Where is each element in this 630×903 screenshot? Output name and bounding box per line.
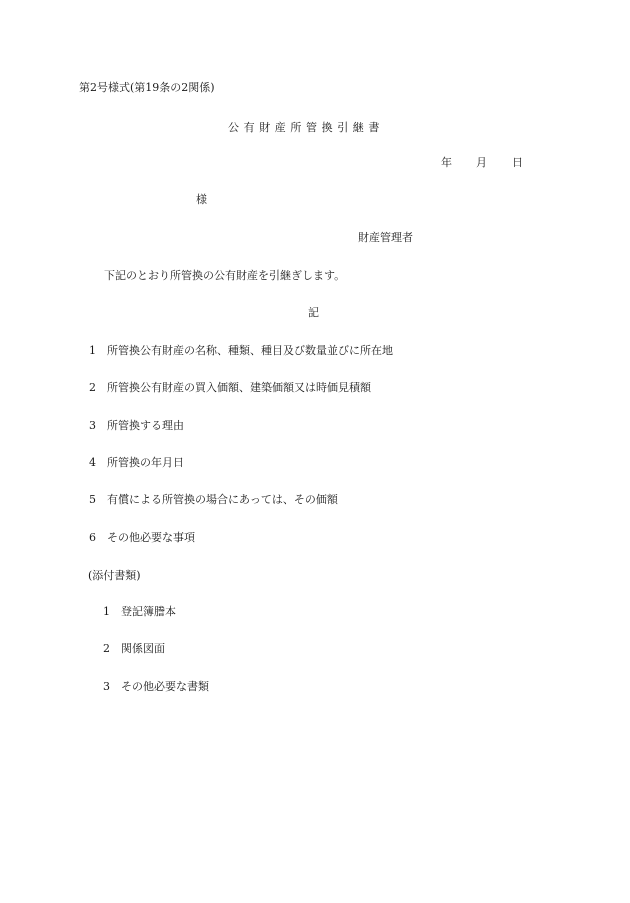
- attachment-number: 1: [103, 605, 110, 618]
- attachment-item: [103, 643, 165, 654]
- item-number: 6: [89, 531, 96, 544]
- ki-heading: 記: [308, 306, 319, 319]
- document-title: 公有財産所管換引継書: [228, 121, 384, 134]
- date-day-label: 日: [512, 156, 523, 169]
- attachment-text: 登記簿謄本: [121, 605, 176, 618]
- list-item: [89, 382, 371, 393]
- attachment-item: [103, 606, 176, 617]
- intro-sentence: 下記のとおり所管換の公有財産を引継ぎします。: [104, 269, 346, 282]
- item-text: 所管換する理由: [107, 419, 184, 432]
- list-item: [89, 420, 184, 431]
- item-text: その他必要な事項: [107, 531, 195, 544]
- item-number: 2: [89, 381, 96, 394]
- attachment-text: その他必要な書類: [121, 680, 209, 693]
- form-number: 第2号様式(第19条の2関係): [79, 81, 215, 94]
- item-number: 3: [89, 419, 96, 432]
- item-text: 所管換公有財産の買入価額、建築価額又は時価見積額: [107, 381, 371, 394]
- item-text: 所管換の年月日: [107, 456, 184, 469]
- attachments-heading: (添付書類): [88, 569, 141, 582]
- list-item: [89, 532, 195, 543]
- item-number: 1: [89, 344, 96, 357]
- attachment-number: 2: [103, 642, 110, 655]
- attachment-item: [103, 681, 209, 692]
- item-number: 5: [89, 493, 96, 506]
- date-year-label: 年: [441, 156, 452, 169]
- attachment-number: 3: [103, 680, 110, 693]
- list-item: [89, 494, 338, 505]
- list-item: [89, 457, 184, 468]
- date-month-label: 月: [476, 156, 487, 169]
- addressee-suffix: 様: [196, 193, 207, 206]
- item-text: 所管換公有財産の名称、種類、種目及び数量並びに所在地: [107, 344, 393, 357]
- item-text: 有償による所管換の場合にあっては、その価額: [107, 493, 338, 506]
- attachment-text: 関係図面: [121, 642, 165, 655]
- sender-title: 財産管理者: [358, 231, 413, 244]
- item-number: 4: [89, 456, 96, 469]
- list-item: [89, 345, 393, 356]
